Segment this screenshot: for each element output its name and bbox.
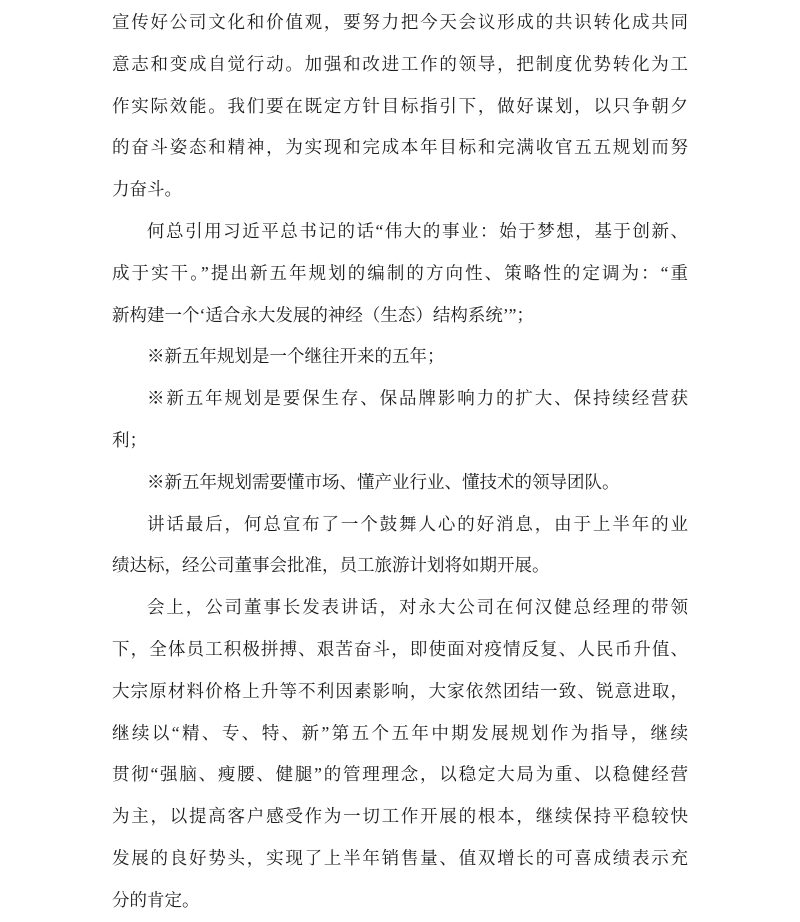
text-line: ※新五年规划需要懂市场、懂产业行业、懂技术的领导团队。	[147, 471, 620, 492]
text-line: 发展的良好势头，实现了上半年销售量、值双增长的可喜成绩表示充	[112, 847, 688, 868]
text-line: ※新五年规划是要保生存、保品牌影响力的扩大、保持续经营获	[147, 388, 688, 409]
text-line: 作实际效能。我们要在既定方针目标指引下，做好谋划，以只争朝夕	[112, 95, 688, 116]
document-body	[112, 2, 688, 922]
text-line: 何总引用习近平总书记的话“伟大的事业：始于梦想，基于创新、	[147, 220, 688, 241]
text-line: 意志和变成自觉行动。加强和改进工作的领导，把制度优势转化为工	[112, 53, 688, 74]
text-line: 利；	[112, 429, 147, 450]
text-line: 分的肯定。	[112, 889, 200, 910]
text-line: 宣传好公司文化和价值观，要努力把今天会议形成的共识转化成共同	[112, 12, 688, 32]
text-line: 继续以“精、专、特、新”第五个五年中期发展规划作为指导，继续	[112, 722, 688, 743]
text-line: 绩达标，经公司董事会批准，员工旅游计划将如期开展。	[112, 555, 550, 576]
text-line: 新构建一个‘适合永大发展的神经（生态）结构系统’”；	[112, 304, 534, 325]
text-line: 成于实干。”提出新五年规划的编制的方向性、策略性的定调为：“重	[112, 262, 688, 283]
text-line: 会上，公司董事长发表讲话，对永大公司在何汉健总经理的带领	[147, 597, 688, 618]
text-line: 贯彻“强脑、瘦腰、健腿”的管理理念，以稳定大局为重、以稳健经营	[112, 764, 688, 785]
text-line: 力奋斗。	[112, 179, 182, 200]
text-line: 为主，以提高客户感受作为一切工作开展的根本，继续保持平稳较快	[112, 806, 688, 827]
text-line: 大宗原材料价格上升等不利因素影响，大家依然团结一致、锐意进取，	[112, 680, 688, 701]
text-line: 的奋斗姿态和精神，为实现和完成本年目标和完满收官五五规划而努	[112, 137, 688, 158]
text-line: 讲话最后，何总宣布了一个鼓舞人心的好消息，由于上半年的业	[147, 513, 688, 534]
text-line: ※新五年规划是一个继往开来的五年；	[147, 346, 445, 367]
text-line: 下，全体员工积极拼搏、艰苦奋斗，即使面对疫情反复、人民币升值、	[112, 638, 688, 659]
